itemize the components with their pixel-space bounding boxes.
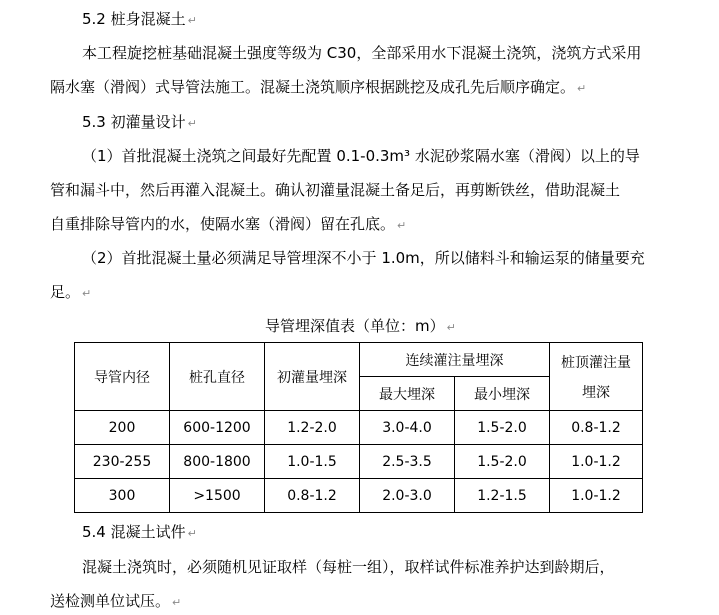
header-initial-depth: 初灌量埋深 <box>265 343 360 411</box>
paragraph-mark: ↵ <box>446 321 456 334</box>
item2-line2: 足。 ↵ <box>50 283 92 301</box>
table-cell: 0.8-1.2 <box>265 479 360 513</box>
paragraph-mark: ↵ <box>172 596 182 609</box>
pipe-depth-table <box>74 342 643 513</box>
table-cell: >1500 <box>170 479 265 513</box>
section-5-4-heading: 5.4 混凝土试件 ↵ <box>82 523 197 541</box>
table-cell: 2.5-3.5 <box>360 445 455 479</box>
item1-line3: 自重排除导管内的水，使隔水塞（滑阀）留在孔底。 ↵ <box>50 215 407 233</box>
table-cell: 200 <box>75 411 170 445</box>
header-top-line2: 埋深 <box>582 384 610 401</box>
header-continuous: 连续灌注量埋深 <box>360 343 550 377</box>
table-cell: 600-1200 <box>170 411 265 445</box>
table-cell: 1.5-2.0 <box>455 445 550 479</box>
table-cell: 1.5-2.0 <box>455 411 550 445</box>
section-5-3-heading: 5.3 初灌量设计 ↵ <box>82 113 197 131</box>
paragraph-mark: ↵ <box>397 219 407 232</box>
section-5-2-para-line1: 本工程旋挖桩基础混凝土强度等级为 C30，全部采用水下混凝土浇筑，浇筑方式采用 <box>82 44 642 62</box>
paragraph-mark: ↵ <box>82 287 92 300</box>
paragraph-mark: ↵ <box>577 82 587 95</box>
item1-line2: 管和漏斗中，然后再灌入混凝土。确认初灌量混凝土备足后，再剪断铁丝，借助混凝土 <box>50 181 621 199</box>
table-cell: 1.2-2.0 <box>265 411 360 445</box>
table-cell: 1.0-1.2 <box>550 479 643 513</box>
section-5-2-para-line2: 隔水塞（滑阀）式导管法施工。混凝土浇筑顺序根据跳挖及成孔先后顺序确定。 ↵ <box>50 78 587 96</box>
table-cell: 1.0-1.2 <box>550 445 643 479</box>
table-cell: 0.8-1.2 <box>550 411 643 445</box>
header-pipe-diameter: 导管内径 <box>75 343 170 411</box>
table-cell: 230-255 <box>75 445 170 479</box>
item1-line1: （1）首批混凝土浇筑之间最好先配置 0.1-0.3m³ 水泥砂浆隔水塞（滑阀）以上的导 <box>82 147 640 165</box>
paragraph-mark: ↵ <box>187 14 197 27</box>
header-top-line1: 桩顶灌注量 <box>561 354 631 371</box>
table-cell: 1.0-1.5 <box>265 445 360 479</box>
table-cell: 3.0-4.0 <box>360 411 455 445</box>
section-5-4-para-line2: 送检测单位试压。 ↵ <box>50 592 182 610</box>
table-cell: 300 <box>75 479 170 513</box>
table-row <box>75 445 643 479</box>
header-max-depth: 最大埋深 <box>360 377 455 411</box>
table-cell: 800-1800 <box>170 445 265 479</box>
header-pile-diameter: 桩孔直径 <box>170 343 265 411</box>
header-min-depth: 最小埋深 <box>455 377 550 411</box>
table-cell: 1.2-1.5 <box>455 479 550 513</box>
item2-line1: （2）首批混凝土量必须满足导管埋深不小于 1.0m，所以储料斗和输运泵的储量要充 <box>82 249 645 267</box>
table-caption: 导管埋深值表（单位：m） ↵ <box>265 317 456 335</box>
paragraph-mark: ↵ <box>187 117 197 130</box>
header-top-depth <box>550 343 643 411</box>
table-row <box>75 411 643 445</box>
table-row <box>75 479 643 513</box>
section-5-2-heading: 5.2 桩身混凝土 ↵ <box>82 10 197 28</box>
section-5-4-para-line1: 混凝土浇筑时，必须随机见证取样（每桩一组），取样试件标准养护达到龄期后， <box>82 558 615 576</box>
table-cell: 2.0-3.0 <box>360 479 455 513</box>
paragraph-mark: ↵ <box>187 527 197 540</box>
